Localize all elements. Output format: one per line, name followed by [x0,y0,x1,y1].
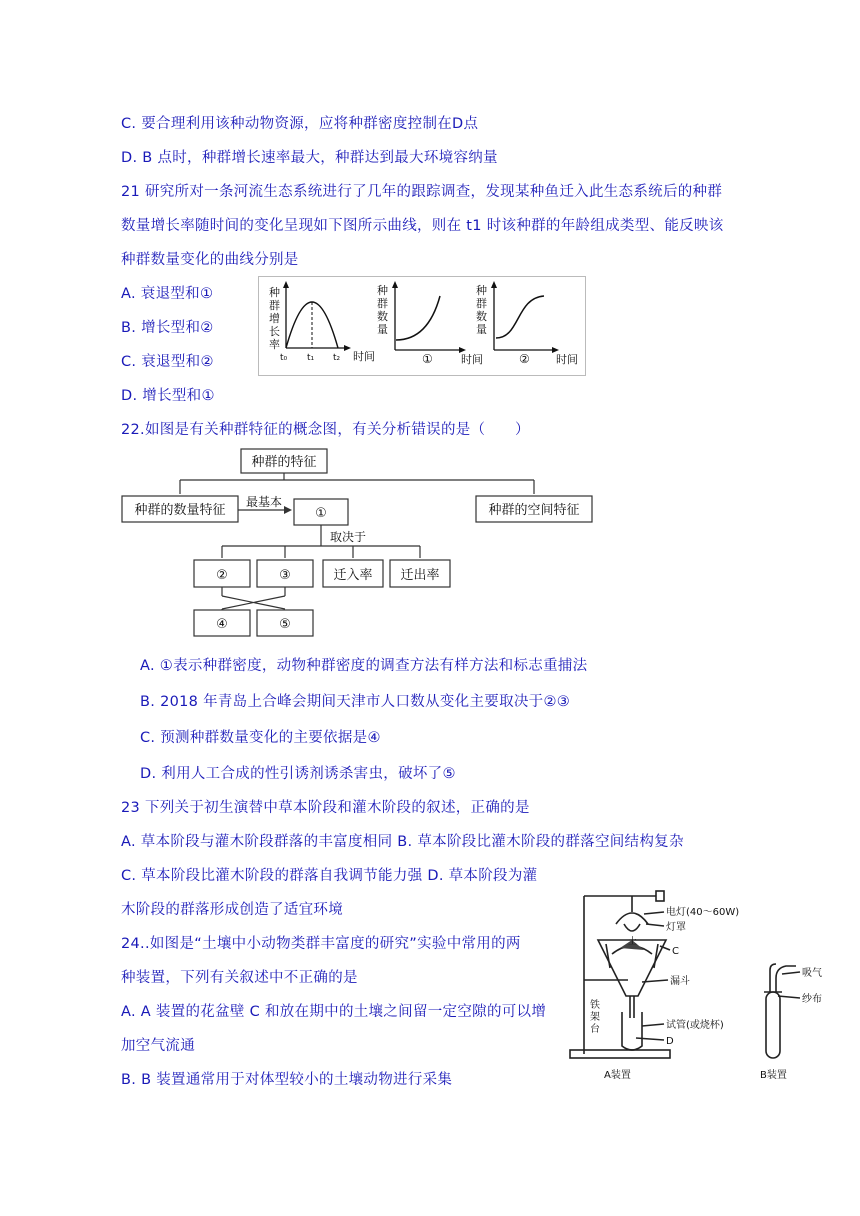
label-stand-3: 台 [590,1024,600,1035]
node-5: ⑤ [279,617,291,632]
q21-option-b: B. 增长型和② [121,320,214,336]
node-1: ① [315,506,327,521]
b-aspirator [764,964,800,1058]
growth-rate-graph [269,281,375,363]
g1-xlabel: 时间 [353,350,375,363]
q23-stem: 23 下列关于初生演替中草本阶段和灌木阶段的叙述，正确的是 [121,800,530,816]
q21-stem-line1: 21 研究所对一条河流生态系统进行了几年的跟踪调查，发现某种鱼迁入此生态系统后的种群 [121,184,723,200]
j-curve-graph [377,281,483,366]
g1-tick-t1: t₁ [307,353,315,363]
q22-option-d: D. 利用人工合成的性引诱剂诱杀害虫，破坏了⑤ [140,766,456,782]
g2-ylabel-2: 群 [377,297,388,310]
q20-option-d: D. B 点时，种群增长速率最大，种群达到最大环境容纳量 [121,150,498,166]
g3-xlabel: 时间 [556,353,578,366]
q21-growth-curves-figure [258,276,586,376]
q24-option-a-cont: 加空气流通 [121,1038,195,1054]
q24-option-a: A. A 装置的花盆壁 C 和放在期中的土壤之间留一定空隙的可以增 [121,1004,547,1020]
label-soil: 土 [628,937,638,947]
label-suck: 吸气 [802,968,822,979]
g3-ylabel-2: 群 [476,297,487,310]
g1-tick-t2: t₂ [333,353,341,363]
caption-a: A装置 [604,1070,631,1081]
label-stand-1: 铁 [590,1000,600,1011]
node-immigration-rate: 迁入率 [333,568,373,583]
g1-ylabel-2: 群 [269,299,280,312]
label-gauze: 纱布 [802,994,822,1005]
q24-stem-line1: 24..如图是“土壤中小动物类群丰富度的研究”实验中常用的两 [121,936,521,952]
label-funnel: 漏斗 [670,976,690,987]
q22-option-a: A. ①表示种群密度，动物种群密度的调查方法有样方法和标志重捕法 [140,658,588,674]
g2-xlabel: 时间 [461,353,483,366]
node-4: ④ [216,617,228,632]
node-2: ② [216,568,228,583]
label-shade: 灯罩 [666,922,686,933]
q23-options-ab: A. 草本阶段与灌木阶段群落的丰富度相同 B. 草本阶段比灌木阶段的群落空间结构复杂 [121,834,684,850]
g3-mark: ② [519,352,530,366]
g2-ylabel-4: 量 [377,323,388,336]
q24-apparatus-figure [560,884,832,1090]
q24-option-b: B. B 装置通常用于对体型较小的土壤动物进行采集 [121,1072,453,1088]
g3-ylabel-4: 量 [476,323,487,336]
q21-option-a: A. 衰退型和① [121,286,214,302]
q22-option-c: C. 预测种群数量变化的主要依据是④ [140,730,381,746]
node-emigration-rate: 迁出率 [400,568,440,583]
g3-ylabel-1: 种 [476,284,487,297]
g1-tick-t0: t₀ [280,353,288,363]
g3-ylabel-3: 数 [476,310,487,323]
g2-mark: ① [422,352,433,366]
edge-label-depends: 取决于 [329,530,367,544]
label-tube: 试管(或烧杯) [666,1020,724,1031]
q22-stem: 22.如图是有关种群特征的概念图，有关分析错误的是（ ） [121,422,530,438]
label-d: D [666,1036,674,1047]
s-curve-graph [476,281,578,366]
q21-option-c: C. 衰退型和② [121,354,214,370]
q21-option-d: D. 增长型和① [121,388,215,404]
q24-stem-line2: 种装置，下列有关叙述中不正确的是 [121,970,358,986]
g2-ylabel-3: 数 [377,310,388,323]
label-stand-2: 架 [590,1012,600,1023]
g1-ylabel-1: 种 [269,286,280,299]
q23-options-cd-cont: 木阶段的群落形成创造了适宜环境 [121,902,343,918]
node-spatial-features: 种群的空间特征 [488,503,580,518]
edge-label-basic: 最基本 [245,495,283,509]
g2-ylabel-1: 种 [377,284,388,297]
label-c: C [672,946,679,957]
node-3: ③ [279,568,291,583]
q21-stem-line2: 数量增长率随时间的变化呈现如下图所示曲线，则在 t1 时该种群的年龄组成类型、能反映该 [121,218,724,234]
q22-option-b: B. 2018 年青岛上合峰会期间天津市人口数从变化主要取决于②③ [140,694,571,710]
caption-b: B装置 [760,1070,787,1081]
node-quantity-features: 种群的数量特征 [134,503,226,518]
q22-concept-diagram [118,446,598,642]
q20-option-c: C. 要合理利用该种动物资源，应将种群密度控制在D点 [121,116,479,132]
q21-stem-line3: 种群数量变化的曲线分别是 [121,252,299,268]
g1-ylabel-3: 增 [269,312,280,325]
label-lamp: 电灯(40～60W) [666,907,740,918]
node-root: 种群的特征 [251,455,317,470]
g1-ylabel-5: 率 [269,338,280,351]
g1-ylabel-4: 长 [269,325,280,338]
q23-options-cd: C. 草本阶段比灌木阶段的群落自我调节能力强 D. 草本阶段为灌 [121,868,538,884]
